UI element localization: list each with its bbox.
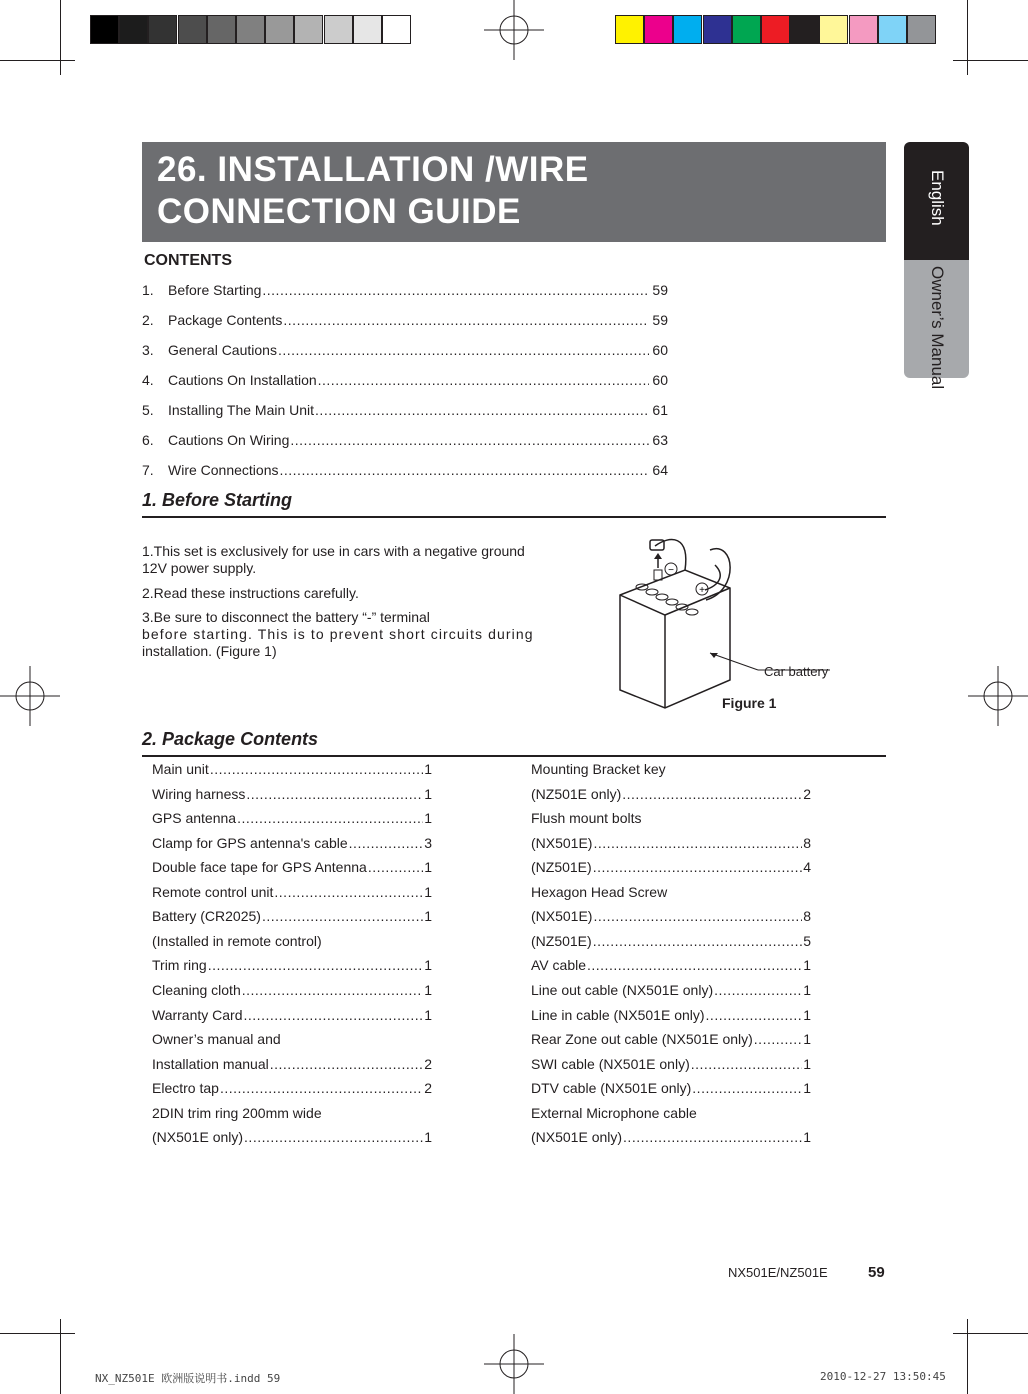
package-item bbox=[531, 1129, 811, 1149]
package-item-quantity: 2 bbox=[424, 1080, 432, 1097]
package-item-quantity: 1 bbox=[424, 1006, 432, 1023]
section-1-rule bbox=[142, 516, 886, 518]
package-leader-dots bbox=[587, 957, 802, 973]
toc-item-label: Before Starting bbox=[168, 282, 262, 298]
package-item bbox=[531, 957, 811, 977]
toc-item-number: 2. bbox=[142, 312, 154, 328]
instruction-3 bbox=[142, 609, 542, 660]
package-item-label: (NX501E only) bbox=[152, 1129, 244, 1146]
crop-mark bbox=[953, 1333, 1028, 1334]
toc-item-page: 60 bbox=[652, 372, 668, 388]
toc-item[interactable] bbox=[142, 462, 668, 482]
package-item-label: (NZ501E) bbox=[531, 932, 592, 949]
package-item bbox=[531, 761, 811, 781]
package-item bbox=[531, 982, 811, 1002]
toc-item[interactable] bbox=[142, 372, 668, 392]
color-swatch bbox=[761, 15, 790, 44]
package-item-label: (NZ501E only) bbox=[531, 785, 622, 802]
gray-swatch bbox=[353, 15, 382, 44]
package-item-label: Electro tap bbox=[152, 1080, 219, 1097]
package-item-quantity: 1 bbox=[803, 1055, 811, 1072]
toc-item-number: 5. bbox=[142, 402, 154, 418]
package-item bbox=[152, 957, 432, 977]
package-item-quantity: 1 bbox=[803, 1129, 811, 1146]
color-swatch bbox=[849, 15, 878, 44]
package-leader-dots bbox=[593, 908, 802, 924]
package-item bbox=[152, 1080, 432, 1100]
package-item bbox=[152, 810, 432, 830]
package-leader-dots bbox=[714, 982, 802, 998]
crop-mark bbox=[0, 1333, 75, 1334]
package-leader-dots bbox=[368, 859, 423, 875]
toc-item-page: 59 bbox=[652, 312, 668, 328]
package-item-quantity: 1 bbox=[424, 859, 432, 876]
package-item bbox=[152, 859, 432, 879]
package-item-quantity: 2 bbox=[803, 785, 811, 802]
toc-item[interactable] bbox=[142, 312, 668, 332]
gray-swatch bbox=[236, 15, 265, 44]
chapter-title-bar bbox=[142, 142, 886, 242]
package-leader-dots bbox=[274, 884, 423, 900]
package-item bbox=[531, 884, 811, 904]
gray-swatch bbox=[294, 15, 323, 44]
package-leader-dots bbox=[691, 1056, 802, 1072]
color-swatch bbox=[673, 15, 702, 44]
package-item bbox=[152, 1031, 432, 1051]
instruction-3-line-1: 3.Be sure to disconnect the battery “-” terminal bbox=[142, 609, 430, 625]
package-leader-dots bbox=[706, 1007, 803, 1023]
color-swatch bbox=[819, 15, 848, 44]
toc-item[interactable] bbox=[142, 432, 668, 452]
chapter-title-line-1: 26. INSTALLATION /WIRE bbox=[157, 150, 589, 189]
gray-swatch bbox=[382, 15, 411, 44]
figure-caption: Figure 1 bbox=[722, 695, 777, 711]
package-item bbox=[152, 1007, 432, 1027]
toc-item-label: Cautions On Wiring bbox=[168, 432, 290, 448]
package-leader-dots bbox=[692, 1080, 802, 1096]
package-leader-dots bbox=[242, 982, 423, 998]
package-item bbox=[531, 1056, 811, 1076]
package-item-label: (NX501E) bbox=[531, 908, 593, 925]
gray-swatch bbox=[90, 15, 119, 44]
gray-swatch bbox=[178, 15, 207, 44]
package-item bbox=[531, 786, 811, 806]
crop-mark bbox=[0, 60, 75, 61]
package-item-quantity: 8 bbox=[803, 908, 811, 925]
package-item-label: Hexagon Head Screw bbox=[531, 883, 668, 900]
toc-item-number: 7. bbox=[142, 462, 154, 478]
package-item-label: Flush mount bolts bbox=[531, 810, 642, 827]
plus-sign: + bbox=[699, 585, 705, 596]
package-item-label: Wiring harness bbox=[152, 785, 246, 802]
package-item-quantity: 3 bbox=[424, 834, 432, 851]
package-leader-dots bbox=[237, 810, 423, 826]
package-item-label: SWI cable (NX501E only) bbox=[531, 1055, 690, 1072]
package-item bbox=[531, 835, 811, 855]
package-item-quantity: 1 bbox=[424, 981, 432, 998]
package-item bbox=[531, 1105, 811, 1125]
package-item-label: (NX501E) bbox=[531, 834, 593, 851]
package-item-label: (NX501E only) bbox=[531, 1129, 623, 1146]
package-leader-dots bbox=[244, 1007, 424, 1023]
battery-outline bbox=[620, 570, 730, 708]
package-item bbox=[531, 810, 811, 830]
contents-heading: CONTENTS bbox=[144, 252, 232, 269]
package-item bbox=[152, 982, 432, 1002]
toc-item-number: 3. bbox=[142, 342, 154, 358]
package-item bbox=[531, 1080, 811, 1100]
negative-terminal bbox=[654, 570, 662, 580]
package-item-label: Double face tape for GPS Antenna bbox=[152, 859, 367, 876]
package-leader-dots bbox=[262, 908, 423, 924]
crop-mark bbox=[60, 1319, 61, 1394]
package-item-label: Line out cable (NX501E only) bbox=[531, 981, 714, 998]
package-item-label: DTV cable (NX501E only) bbox=[531, 1080, 692, 1097]
color-swatch bbox=[790, 15, 819, 44]
package-item bbox=[152, 908, 432, 928]
toc-item[interactable] bbox=[142, 282, 668, 302]
package-item bbox=[531, 1031, 811, 1051]
toc-leader-dots bbox=[290, 432, 649, 448]
registration-mark-left bbox=[0, 666, 60, 726]
toc-leader-dots bbox=[278, 342, 649, 358]
toc-item-number: 4. bbox=[142, 372, 154, 388]
package-item-quantity: 8 bbox=[803, 834, 811, 851]
package-item bbox=[531, 1007, 811, 1027]
package-item-quantity: 5 bbox=[803, 932, 811, 949]
package-item bbox=[152, 933, 432, 953]
package-leader-dots bbox=[623, 1129, 802, 1145]
package-item-label: Cleaning cloth bbox=[152, 981, 241, 998]
package-item-quantity: 1 bbox=[424, 957, 432, 974]
gray-swatch bbox=[119, 15, 148, 44]
package-item-label: (Installed in remote control) bbox=[152, 932, 322, 949]
package-item-quantity: 1 bbox=[424, 908, 432, 925]
package-leader-dots bbox=[208, 957, 424, 973]
gray-swatch bbox=[207, 15, 236, 44]
toc-leader-dots bbox=[283, 312, 649, 328]
package-item bbox=[152, 761, 432, 781]
instruction-3-line-2: before starting. This is to prevent short circuits during bbox=[142, 626, 534, 642]
package-item-label: External Microphone cable bbox=[531, 1104, 697, 1121]
package-item-label: Remote control unit bbox=[152, 883, 274, 900]
toc-item-label: General Cautions bbox=[168, 342, 277, 358]
registration-mark-bottom bbox=[484, 1334, 544, 1394]
package-leader-dots bbox=[244, 1129, 423, 1145]
package-item-quantity: 1 bbox=[424, 785, 432, 802]
side-tab-language-label: English bbox=[928, 170, 947, 226]
package-item-label: AV cable bbox=[531, 957, 586, 974]
chapter-title-line-2: CONNECTION GUIDE bbox=[157, 192, 521, 231]
package-item-label: Installation manual bbox=[152, 1055, 269, 1072]
toc-item-page: 64 bbox=[652, 462, 668, 478]
instruction-2: 2.Read these instructions carefully. bbox=[142, 585, 359, 601]
package-item bbox=[531, 859, 811, 879]
package-item-label: Trim ring bbox=[152, 957, 207, 974]
toc-item-number: 6. bbox=[142, 432, 154, 448]
section-1-title: 1. Before Starting bbox=[142, 490, 293, 510]
instruction-1 bbox=[142, 543, 542, 577]
toc-item-label: Installing The Main Unit bbox=[168, 402, 315, 418]
toc-item-label: Package Contents bbox=[168, 312, 283, 328]
package-item bbox=[152, 1056, 432, 1076]
print-slug-timestamp: 2010-12-27 13:50:45 bbox=[820, 1370, 946, 1383]
package-item-label: Clamp for GPS antenna's cable bbox=[152, 834, 348, 851]
package-leader-dots bbox=[349, 835, 424, 851]
toc-leader-dots bbox=[262, 282, 649, 298]
package-leader-dots bbox=[246, 786, 423, 802]
toc-item-page: 60 bbox=[652, 342, 668, 358]
package-item bbox=[152, 835, 432, 855]
toc-item-label: Wire Connections bbox=[168, 462, 279, 478]
crop-mark bbox=[953, 60, 1028, 61]
package-leader-dots bbox=[210, 761, 423, 777]
package-leader-dots bbox=[593, 859, 803, 875]
instruction-1-line-2: 12V power supply. bbox=[142, 560, 257, 576]
minus-sign: − bbox=[668, 565, 674, 576]
color-swatch bbox=[732, 15, 761, 44]
package-item-quantity: 1 bbox=[424, 761, 432, 777]
gray-swatch bbox=[148, 15, 177, 44]
figure-callout-label: Car battery bbox=[764, 664, 829, 679]
registration-mark-top bbox=[484, 0, 544, 60]
page-number: 59 bbox=[868, 1264, 885, 1281]
package-item bbox=[152, 1105, 432, 1125]
crop-mark bbox=[60, 0, 61, 75]
toc-item-page: 63 bbox=[652, 432, 668, 448]
package-item-label: Owner’s manual and bbox=[152, 1031, 281, 1048]
toc-leader-dots bbox=[315, 402, 649, 418]
package-item-quantity: 1 bbox=[803, 1006, 811, 1023]
toc-item[interactable] bbox=[142, 402, 668, 422]
color-swatch bbox=[644, 15, 673, 44]
print-slug-file: NX_NZ501E 欧洲版说明书.indd 59 bbox=[95, 1372, 281, 1385]
package-item bbox=[152, 786, 432, 806]
gray-swatch bbox=[265, 15, 294, 44]
package-item-label: Battery (CR2025) bbox=[152, 908, 261, 925]
package-item-label: (NZ501E) bbox=[531, 859, 592, 876]
footer-model: NX501E/NZ501E bbox=[728, 1265, 828, 1280]
package-item-quantity: 2 bbox=[424, 1055, 432, 1072]
package-item-quantity: 1 bbox=[424, 1129, 432, 1146]
toc-leader-dots bbox=[280, 462, 650, 478]
package-item-quantity: 1 bbox=[803, 1031, 811, 1048]
package-item-quantity: 1 bbox=[803, 1080, 811, 1097]
color-swatch bbox=[878, 15, 907, 44]
toc-item-number: 1. bbox=[142, 282, 154, 298]
package-leader-dots bbox=[622, 786, 802, 802]
gray-swatch bbox=[324, 15, 353, 44]
package-item-label: Line in cable (NX501E only) bbox=[531, 1006, 705, 1023]
side-tab-manual-label: Owner’s Manual bbox=[928, 266, 947, 390]
package-item-label: Mounting Bracket key bbox=[531, 761, 666, 777]
toc-leader-dots bbox=[318, 372, 649, 388]
side-tab-language bbox=[904, 142, 969, 260]
package-leader-dots bbox=[593, 835, 802, 851]
color-swatch bbox=[907, 15, 936, 44]
package-item-quantity: 4 bbox=[803, 859, 811, 876]
toc-item-page: 61 bbox=[652, 402, 668, 418]
package-item-quantity: 1 bbox=[424, 883, 432, 900]
package-item-label: Main unit bbox=[152, 761, 209, 777]
package-leader-dots bbox=[593, 933, 803, 949]
section-2-title: 2. Package Contents bbox=[142, 729, 319, 749]
toc-item-page: 59 bbox=[652, 282, 668, 298]
registration-mark-right bbox=[968, 666, 1028, 726]
side-tab-manual bbox=[904, 260, 969, 390]
package-leader-dots bbox=[220, 1080, 423, 1096]
toc-item[interactable] bbox=[142, 342, 668, 362]
section-2-rule bbox=[142, 755, 886, 757]
package-leader-dots bbox=[270, 1056, 423, 1072]
package-item bbox=[531, 908, 811, 928]
package-item bbox=[531, 933, 811, 953]
package-item-label: Rear Zone out cable (NX501E only) bbox=[531, 1031, 753, 1048]
package-item-label: GPS antenna bbox=[152, 810, 237, 827]
car-battery-figure bbox=[610, 530, 850, 720]
package-item-quantity: 1 bbox=[803, 957, 811, 974]
package-item bbox=[152, 1129, 432, 1149]
toc-item-label: Cautions On Installation bbox=[168, 372, 317, 388]
instruction-3-line-3: installation. (Figure 1) bbox=[142, 643, 277, 659]
package-item-quantity: 1 bbox=[803, 981, 811, 998]
color-swatch bbox=[615, 15, 644, 44]
package-item bbox=[152, 884, 432, 904]
color-swatch bbox=[703, 15, 732, 44]
crop-mark bbox=[967, 0, 968, 75]
package-item-quantity: 1 bbox=[424, 810, 432, 827]
instruction-1-line-1: 1.This set is exclusively for use in cars with a negative ground bbox=[142, 543, 525, 559]
package-item-label: Warranty Card bbox=[152, 1006, 243, 1023]
package-item-label: 2DIN trim ring 200mm wide bbox=[152, 1104, 322, 1121]
crop-mark bbox=[967, 1319, 968, 1394]
package-leader-dots bbox=[754, 1031, 802, 1047]
